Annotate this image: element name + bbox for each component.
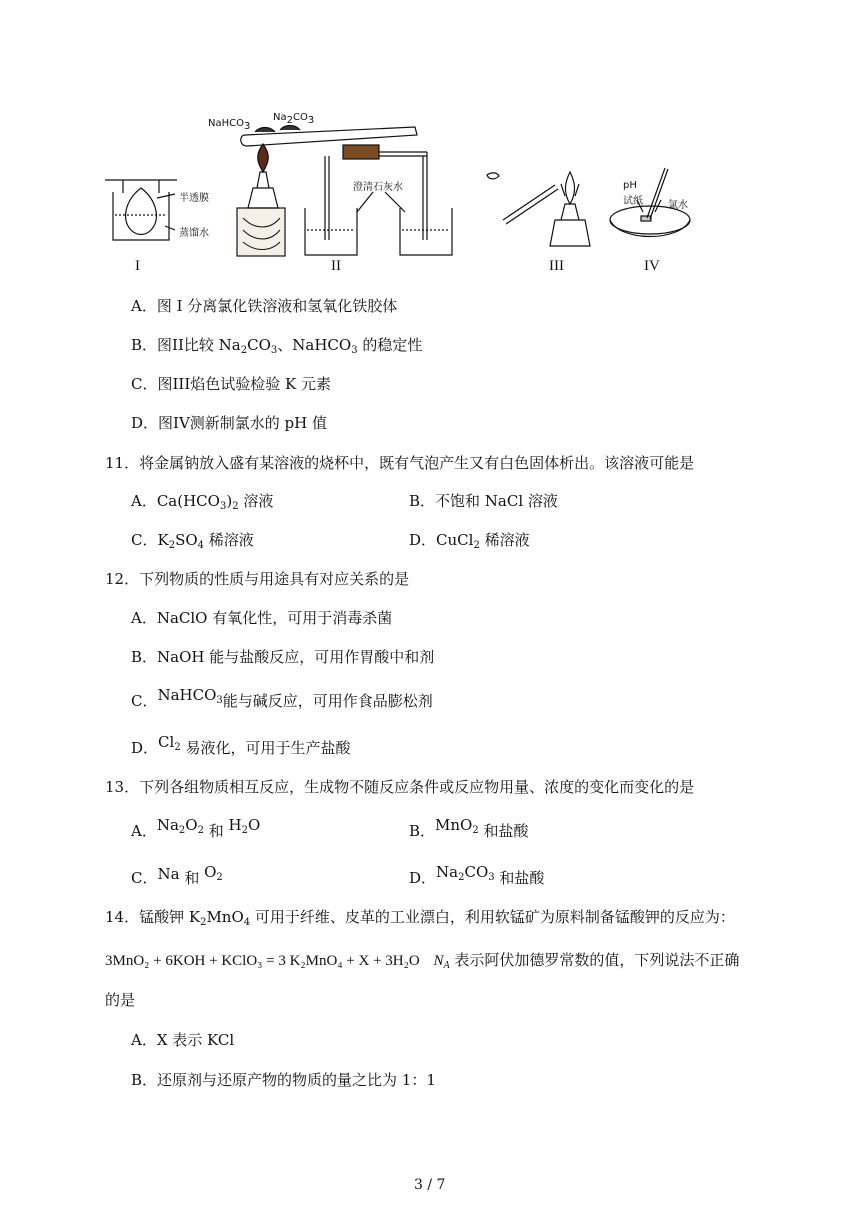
q14-equation: 3MnO₂ + 6KOH + KClO₃ = 3 K₂MnO₄ + X + 3H₂O bbox=[105, 953, 420, 969]
test-paper-label: 试纸 bbox=[623, 196, 643, 207]
q13-a-f2: $H_2O$ bbox=[228, 816, 261, 836]
q13-a-and: 和 bbox=[203, 822, 229, 840]
q12-c-text: 能与碱反应，可用作食品膨松剂 bbox=[222, 692, 433, 710]
q13-stem: 13．下列各组物质相互反应，生成物不随反应条件或反应物用量、浓度的变化而变化的是 bbox=[105, 778, 695, 796]
q14-stem-text: 14．锰酸钾 K bbox=[105, 908, 201, 926]
q13-c-f2-text: O bbox=[204, 863, 217, 881]
q11-option-c: C．$K_2SO_4$ 稀溶液 bbox=[131, 531, 254, 551]
q12-option-b: B．NaOH 能与盐酸反应，可用作胃酸中和剂 bbox=[131, 648, 435, 666]
panel-label-iii: III bbox=[549, 258, 564, 274]
q10-option-b: B．图II比较 $Na_2CO_3$、NaHCO$_3$ 的稳定性 bbox=[131, 336, 423, 356]
q13-b-f-text: MnO bbox=[435, 816, 473, 834]
q12-option-a: A．NaClO 有氧化性，可用于消毒杀菌 bbox=[131, 609, 393, 627]
q10-option-c: C．图III焰色试验检验 K 元素 bbox=[131, 375, 331, 393]
q14-option-b: B．还原剂与还原产物的物质的量之比为 1：1 bbox=[131, 1071, 436, 1089]
q10-option-d: D．图IV测新制氯水的 pH 值 bbox=[131, 414, 328, 432]
q12-d-text: 易液化，可用于生产盐酸 bbox=[180, 739, 351, 757]
q14-stem-text2: MnO bbox=[206, 908, 244, 926]
q14-equation-tail: 表示阿伏加德罗常数的值，下列说法不正确 bbox=[449, 951, 740, 969]
avogadro-sub: A bbox=[443, 960, 450, 971]
q13-a-label: A． bbox=[131, 822, 157, 840]
q11-a-text2: ) bbox=[226, 492, 233, 510]
q13-option-b bbox=[409, 816, 529, 842]
q14-option-a: A．X 表示 KCl bbox=[131, 1031, 235, 1049]
panel-label-ii: II bbox=[331, 258, 341, 274]
panel-iii-drawing bbox=[487, 172, 590, 246]
q14-equation-line bbox=[105, 949, 739, 971]
q12-stem: 12．下列物质的性质与用途具有对应关系的是 bbox=[105, 570, 410, 588]
q11-a-text3: 溶液 bbox=[238, 492, 274, 510]
na2co3-label: Na2CO3 bbox=[273, 112, 315, 126]
apparatus-figure bbox=[95, 100, 695, 285]
q10-option-a: A．图 I 分离氯化铁溶液和氢氧化铁胶体 bbox=[131, 297, 398, 315]
q11-d-text: D．CuCl bbox=[409, 531, 474, 549]
q11-c-text3: 稀溶液 bbox=[204, 531, 254, 549]
q13-b-formula: MnO$_2$ bbox=[435, 816, 479, 836]
panel-ii-drawing bbox=[237, 126, 452, 257]
q12-option-d bbox=[131, 733, 351, 759]
q13-d-label: D． bbox=[409, 869, 437, 887]
q13-d-formula: $Na_2CO_3$ bbox=[436, 863, 495, 883]
q13-d-fb-text: CO bbox=[464, 863, 489, 881]
q13-option-c bbox=[131, 863, 223, 889]
q11-stem: 11．将金属钠放入盛有某溶液的烧杯中，既有气泡产生又有白色固体析出。该溶液可能是 bbox=[105, 454, 695, 472]
q12-d-formula: $Cl_2$ bbox=[158, 733, 181, 753]
q12-option-c bbox=[131, 686, 433, 712]
q13-d-f-text: Na bbox=[436, 863, 459, 881]
q12-d-label: D． bbox=[131, 739, 159, 757]
q10-b-text3: 、NaHCO bbox=[277, 336, 352, 354]
limewater-label: 澄清石灰水 bbox=[353, 182, 403, 193]
membrane-label: 半透膜 bbox=[179, 193, 209, 204]
q13-a-f2b-text: O bbox=[248, 816, 261, 834]
q13-c-and: 和 bbox=[179, 869, 205, 887]
q11-c-text2: SO bbox=[175, 531, 198, 549]
q14-stem: 14．锰酸钾 $K_2MnO_4$ 可用于纤维、皮革的工业漂白，利用软锰矿为原料制备锰酸钾的反应为： bbox=[105, 908, 735, 928]
q12-c-formula: NaHCO$_3$ bbox=[157, 686, 223, 706]
q13-c-formula: Na bbox=[157, 865, 180, 883]
q14-stem-text3: 可用于纤维、皮革的工业漂白，利用软锰矿为原料制备锰酸钾的反应为： bbox=[250, 908, 735, 926]
q13-b-text: 和盐酸 bbox=[478, 822, 529, 840]
panel-label-iv: IV bbox=[644, 258, 660, 274]
q13-a-f1b-text: O bbox=[185, 816, 198, 834]
nahco3-label: NaHCO3 bbox=[208, 118, 251, 132]
q13-c-label: C． bbox=[131, 869, 158, 887]
q11-a-text: A．Ca(HCO bbox=[131, 492, 220, 510]
q10-b-text4: 的稳定性 bbox=[357, 336, 423, 354]
q11-d-text2: 稀溶液 bbox=[479, 531, 530, 549]
q12-d-formula-text: Cl bbox=[158, 733, 175, 751]
q11-c-text: C．K bbox=[131, 531, 169, 549]
avogadro-n: N bbox=[433, 953, 444, 969]
q13-option-d bbox=[409, 863, 545, 889]
distilled-water-label: 蒸馏水 bbox=[179, 228, 209, 239]
q13-b-label: B． bbox=[409, 822, 436, 840]
q13-option-a bbox=[131, 816, 261, 842]
ph-label: pH bbox=[623, 180, 637, 191]
q11-option-b: B．不饱和 NaCl 溶液 bbox=[409, 492, 558, 510]
page-number: 3 / 7 bbox=[414, 1177, 446, 1193]
q13-d-text: 和盐酸 bbox=[494, 869, 545, 887]
q12-c-label: C． bbox=[131, 692, 158, 710]
q10-b-text: B．图II比较 Na bbox=[131, 336, 241, 354]
panel-label-i: I bbox=[135, 258, 140, 274]
q10-b-text2: CO bbox=[247, 336, 271, 354]
avogadro-symbol bbox=[433, 953, 449, 969]
q11-option-d: D．CuCl$_2$ 稀溶液 bbox=[409, 531, 530, 551]
q13-a-f1-text: Na bbox=[156, 816, 179, 834]
q13-a-f2-text: H bbox=[228, 816, 242, 834]
q11-option-a: A．$Ca(HCO_3)_2$ 溶液 bbox=[131, 492, 274, 512]
q13-c-f2: $O_2$ bbox=[204, 863, 223, 883]
panel-i-drawing bbox=[105, 180, 177, 240]
chlorine-water-label: 氯水 bbox=[668, 200, 688, 211]
q13-a-f1: $Na_2O_2$ bbox=[156, 816, 204, 836]
q12-c-formula-text: NaHCO bbox=[157, 686, 217, 704]
q14-stem-end: 的是 bbox=[105, 991, 136, 1009]
